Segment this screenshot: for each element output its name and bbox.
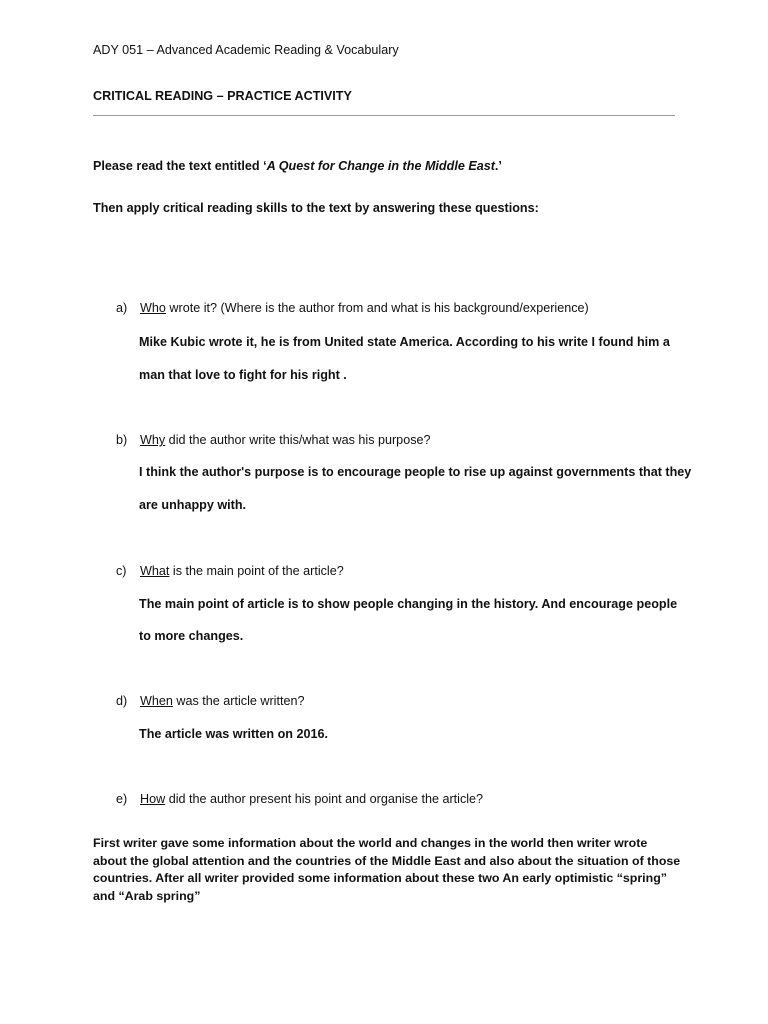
final-answer-line: First writer gave some information about the world and changes in the world then writer wrote <box>93 836 648 850</box>
answer-line: man that love to fight for his right . <box>139 368 347 382</box>
question-text <box>140 300 589 316</box>
answer-line: Mike Kubic wrote it, he is from United state America. According to his write I found him a <box>139 335 670 349</box>
question-rest: was the article written? <box>172 694 305 708</box>
answer-line: to more changes. <box>139 629 244 643</box>
final-answer-line: countries. After all writer provided some information about these two An early optimistic “spring” <box>93 871 667 885</box>
question-rest: did the author present his point and organise the article? <box>165 792 484 806</box>
intro-suffix: .’ <box>494 159 502 173</box>
intro-instruction <box>93 158 502 174</box>
question-keyword: When <box>140 694 173 708</box>
answer-line: I think the author's purpose is to encourage people to rise up against governments that they <box>139 465 692 479</box>
question-marker: a) <box>116 301 128 315</box>
question-marker: c) <box>116 564 127 578</box>
answer-line: The main point of article is to show people changing in the history. And encourage people <box>139 597 678 611</box>
answer-line: are unhappy with. <box>139 498 247 512</box>
question-rest: did the author write this/what was his purpose? <box>165 433 431 447</box>
heading-divider <box>93 115 675 116</box>
question-text <box>140 563 344 579</box>
question-keyword: How <box>140 792 166 806</box>
question-marker: d) <box>116 694 128 708</box>
article-title: A Quest for Change in the Middle East <box>266 159 495 173</box>
course-title: ADY 051 – Advanced Academic Reading & Vocabulary <box>93 43 399 57</box>
question-keyword: Who <box>140 301 166 315</box>
final-answer-line: about the global attention and the countries of the Middle East and also about the situation of those <box>93 853 681 868</box>
final-answer-paragraph <box>93 835 683 905</box>
question-keyword: What <box>140 564 170 578</box>
intro-task: Then apply critical reading skills to the text by answering these questions: <box>93 201 539 215</box>
question-marker: e) <box>116 792 128 806</box>
final-answer-line: and “Arab spring” <box>93 888 201 903</box>
question-text <box>140 693 305 709</box>
question-text <box>140 432 431 448</box>
question-keyword: Why <box>140 433 166 447</box>
question-marker: b) <box>116 433 128 447</box>
intro-prefix: Please read the text entitled ‘ <box>93 159 267 173</box>
answer-line: The article was written on 2016. <box>139 727 328 741</box>
activity-heading: CRITICAL READING – PRACTICE ACTIVITY <box>93 89 352 103</box>
question-rest: is the main point of the article? <box>169 564 344 578</box>
question-text <box>140 791 483 807</box>
question-rest: wrote it? (Where is the author from and what is his background/experience) <box>165 301 589 315</box>
